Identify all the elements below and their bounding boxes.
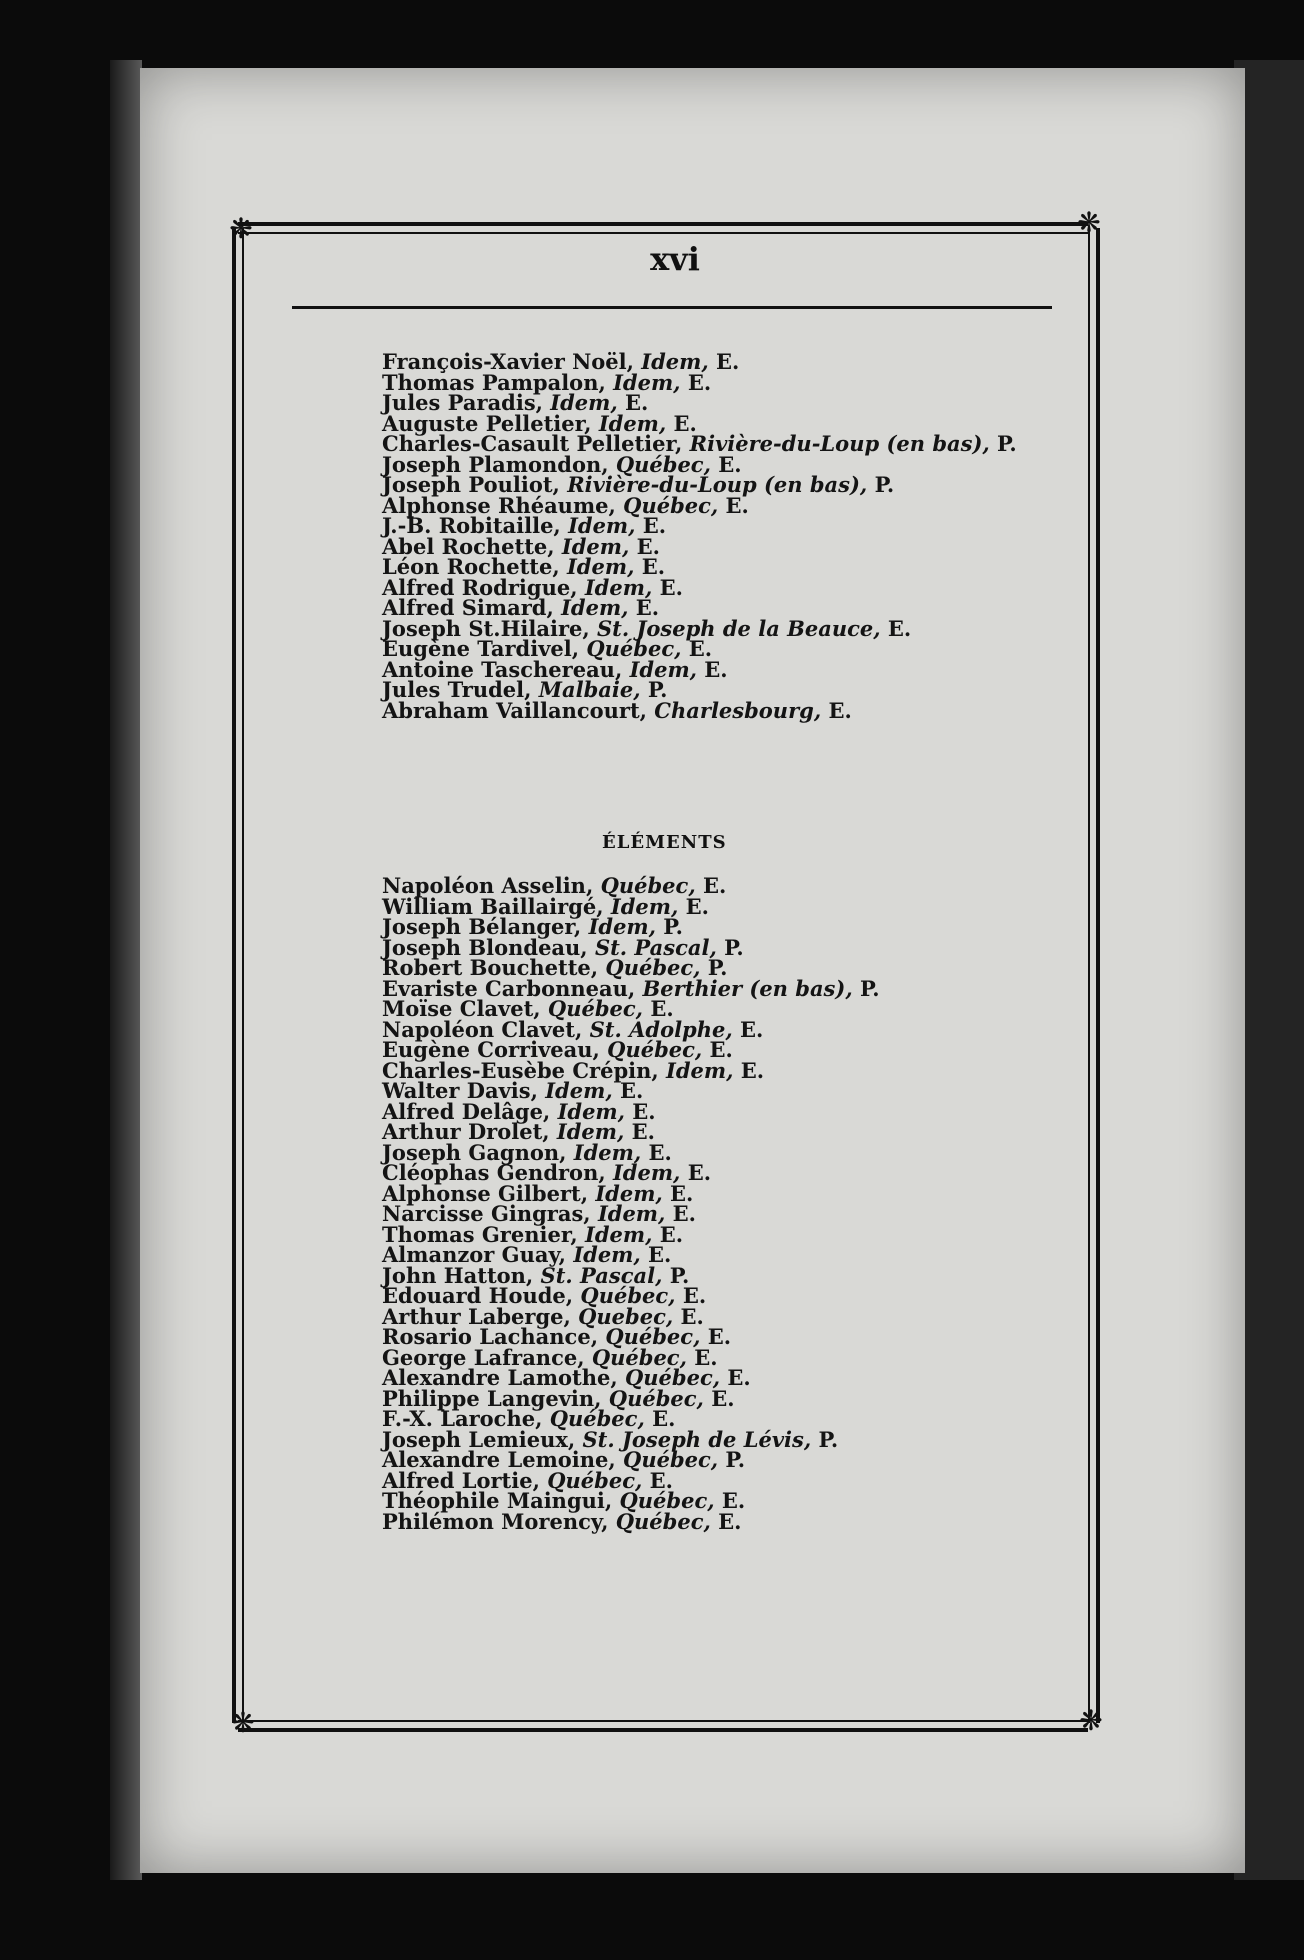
- student-place: Rivière-du-Loup (en bas),: [689, 431, 990, 456]
- student-place: Idem,: [550, 390, 618, 415]
- student-name: John Hatton,: [382, 1262, 534, 1288]
- student-name: J.-B. Robitaille,: [382, 513, 561, 538]
- student-status: P.: [669, 1262, 690, 1288]
- student-name: Moïse Clavet,: [382, 996, 541, 1021]
- student-name: Jules Trudel,: [382, 677, 532, 702]
- page-number: xvi: [650, 240, 700, 278]
- student-name: Abel Rochette,: [382, 533, 555, 559]
- student-status: E.: [659, 574, 683, 600]
- student-place: Idem,: [566, 554, 635, 579]
- student-name: F.-X. Laroche,: [382, 1406, 543, 1431]
- student-status: P.: [818, 1426, 839, 1452]
- student-status: P.: [707, 955, 728, 980]
- student-name: Joseph Bélanger,: [382, 914, 582, 939]
- student-place: Idem,: [573, 1139, 642, 1165]
- student-place: Québec,: [591, 1344, 687, 1370]
- student-place: St. Adolphe,: [589, 1016, 733, 1042]
- student-status: E.: [673, 410, 697, 436]
- student-place: Rivière-du-Loup (en bas),: [567, 472, 868, 497]
- student-name: Léon Rochette,: [382, 554, 560, 579]
- student-name: Joseph Plamondon,: [382, 451, 609, 477]
- student-place: Québec,: [586, 636, 682, 661]
- fleuron-icon: ❋: [229, 212, 253, 245]
- student-status: E.: [702, 873, 727, 898]
- student-status: P.: [859, 975, 880, 1001]
- list-item: [382, 697, 1017, 723]
- section-heading: ÉLÉMENTS: [602, 832, 727, 853]
- student-place: Québec,: [607, 1037, 703, 1062]
- student-name: Philippe Langevin,: [382, 1385, 602, 1411]
- student-name: Cléophas Gendron,: [382, 1160, 606, 1185]
- student-place: Québec,: [605, 955, 701, 980]
- student-status: E.: [704, 656, 728, 682]
- student-status: E.: [711, 1385, 735, 1411]
- student-name: Joseph Pouliot,: [382, 472, 560, 497]
- student-name: Thomas Grenier,: [382, 1221, 578, 1247]
- student-status: E.: [642, 513, 667, 538]
- student-name: Eugène Tardivel,: [382, 636, 580, 661]
- student-name: Joseph Lemieux,: [382, 1426, 576, 1452]
- student-place: Québec,: [580, 1283, 676, 1308]
- student-status: E.: [648, 1242, 672, 1267]
- student-status: P.: [997, 431, 1017, 456]
- student-place: Idem,: [666, 1057, 734, 1083]
- student-place: Idem,: [557, 1098, 625, 1124]
- student-status: E.: [694, 1344, 718, 1370]
- student-place: Idem,: [545, 1078, 613, 1103]
- student-place: Idem,: [584, 574, 653, 600]
- student-place: St. Pascal,: [540, 1262, 663, 1288]
- student-place: Idem,: [561, 533, 630, 559]
- student-name: François-Xavier Noël,: [382, 349, 634, 374]
- student-place: Idem,: [561, 595, 629, 620]
- student-status: E.: [725, 492, 749, 518]
- student-status: E.: [709, 1037, 733, 1062]
- student-status: E.: [685, 893, 709, 919]
- fleuron-icon: ❋: [1079, 1704, 1103, 1737]
- frame-border-left: [232, 228, 244, 1723]
- student-name: Robert Bouchette,: [382, 955, 599, 980]
- student-status: E.: [619, 1078, 644, 1103]
- student-status: E.: [887, 615, 912, 641]
- student-place: Québec,: [615, 1508, 711, 1534]
- student-status: E.: [631, 1119, 655, 1144]
- student-status: E.: [636, 533, 660, 559]
- header-rule: [292, 306, 1052, 309]
- student-place: Québec,: [623, 492, 719, 518]
- student-place: Québec,: [547, 996, 643, 1021]
- student-place: Québec,: [549, 1406, 645, 1431]
- student-place: Idem,: [573, 1242, 641, 1267]
- student-status: E.: [652, 1406, 676, 1431]
- student-status: E.: [672, 1201, 696, 1226]
- student-status: E.: [649, 1467, 673, 1493]
- student-place: Québec,: [600, 873, 696, 898]
- student-status: E.: [727, 1365, 751, 1390]
- fleuron-icon: ❋: [1077, 206, 1101, 239]
- student-list-2: [382, 873, 880, 1534]
- student-place: Idem,: [568, 513, 636, 538]
- frame-border-top: [238, 222, 1088, 234]
- book-gutter: [110, 60, 142, 1880]
- student-name: Alexandre Lemoine,: [382, 1447, 616, 1472]
- student-place: Idem,: [598, 410, 667, 436]
- student-name: Napoléon Clavet,: [382, 1016, 583, 1042]
- student-place: Québec,: [625, 1365, 721, 1390]
- student-place: Québec,: [608, 1385, 704, 1411]
- student-status: P.: [725, 1447, 746, 1472]
- student-status: E.: [687, 369, 712, 395]
- student-name: George Lafrance,: [382, 1344, 585, 1370]
- student-name: Antoine Taschereau,: [382, 656, 623, 682]
- student-status: E.: [740, 1016, 764, 1042]
- student-place: Québec,: [547, 1467, 643, 1493]
- student-place: Idem,: [610, 893, 679, 919]
- student-place: Québec,: [615, 451, 711, 477]
- student-place: Berthier (en bas),: [642, 975, 853, 1001]
- student-name: Napoléon Asselin,: [382, 873, 594, 898]
- frame-border-right: [1088, 228, 1100, 1723]
- student-name: Alfred Simard,: [382, 595, 554, 620]
- student-name: Alphonse Gilbert,: [382, 1180, 589, 1206]
- student-name: Jules Paradis,: [382, 390, 543, 415]
- student-name: Rosario Lachance,: [382, 1324, 599, 1349]
- student-status: E.: [718, 451, 742, 477]
- student-status: P.: [663, 914, 683, 939]
- student-status: E.: [635, 595, 660, 620]
- student-place: Québec,: [619, 1488, 715, 1513]
- student-place: Malbaie,: [538, 677, 641, 702]
- student-status: P.: [874, 472, 895, 497]
- student-status: E.: [828, 697, 852, 723]
- student-status: P.: [724, 934, 744, 960]
- student-status: E.: [721, 1488, 746, 1513]
- student-status: P.: [647, 677, 668, 702]
- student-name: Walter Davis,: [382, 1078, 538, 1103]
- student-name: Charles-Casault Pelletier,: [382, 431, 683, 456]
- student-list-1: [382, 349, 1017, 723]
- student-name: Almanzor Guay,: [382, 1242, 566, 1267]
- student-place: Idem,: [585, 1221, 653, 1247]
- student-status: E.: [680, 1303, 704, 1329]
- student-status: E.: [650, 996, 674, 1021]
- student-name: Arthur Drolet,: [382, 1119, 550, 1144]
- student-place: St. Pascal,: [594, 934, 717, 960]
- student-name: Evariste Carbonneau,: [382, 975, 636, 1001]
- student-place: Québec,: [605, 1324, 701, 1349]
- student-name: Arthur Laberge,: [382, 1303, 571, 1329]
- student-name: Alfred Lortie,: [382, 1467, 540, 1493]
- student-place: Idem,: [597, 1201, 666, 1226]
- frame-border-bottom: [238, 1720, 1088, 1732]
- student-status: E.: [625, 390, 649, 415]
- student-name: Auguste Pelletier,: [382, 410, 592, 436]
- student-name: Joseph Blondeau,: [382, 934, 588, 960]
- student-name: Alphonse Rhéaume,: [382, 492, 616, 518]
- student-name: Alexandre Lamothe,: [382, 1365, 618, 1390]
- student-name: Eugène Corriveau,: [382, 1037, 600, 1062]
- student-status: E.: [632, 1098, 656, 1124]
- student-name: Narcisse Gingras,: [382, 1201, 591, 1226]
- student-place: Idem,: [629, 656, 697, 682]
- list-item: [382, 1508, 880, 1534]
- student-place: Idem,: [588, 914, 656, 939]
- student-status: E.: [641, 554, 666, 579]
- student-place: St. Joseph de Lévis,: [582, 1426, 812, 1452]
- student-name: Charles-Eusèbe Crépin,: [382, 1057, 659, 1083]
- student-place: Idem,: [556, 1119, 625, 1144]
- student-name: Alfred Rodrigue,: [382, 574, 578, 600]
- student-name: Edouard Houde,: [382, 1283, 574, 1308]
- student-place: St. Joseph de la Beauce,: [597, 615, 881, 641]
- student-place: Idem,: [613, 369, 681, 395]
- student-name: Thomas Pampalon,: [382, 369, 606, 395]
- student-place: Idem,: [641, 349, 709, 374]
- student-place: Quebec,: [578, 1303, 674, 1329]
- student-status: E.: [707, 1324, 732, 1349]
- student-status: E.: [682, 1283, 707, 1308]
- student-name: Théophile Maingui,: [382, 1488, 613, 1513]
- student-name: Joseph St.Hilaire,: [382, 615, 590, 641]
- student-place: Idem,: [595, 1180, 663, 1206]
- student-name: William Baillairgé,: [382, 893, 604, 919]
- student-name: Joseph Gagnon,: [382, 1139, 567, 1165]
- student-place: Charlesbourg,: [654, 697, 822, 723]
- student-status: E.: [670, 1180, 694, 1206]
- student-status: E.: [648, 1139, 672, 1165]
- student-name: Philémon Morency,: [382, 1508, 609, 1534]
- student-name: Abraham Vaillancourt,: [382, 697, 647, 723]
- student-status: E.: [715, 349, 740, 374]
- student-status: E.: [659, 1221, 684, 1247]
- fleuron-icon: ❋: [231, 1706, 255, 1739]
- student-status: E.: [687, 1160, 712, 1185]
- student-place: Québec,: [623, 1447, 719, 1472]
- student-name: Alfred Delâge,: [382, 1098, 551, 1124]
- student-place: Idem,: [612, 1160, 681, 1185]
- student-status: E.: [688, 636, 713, 661]
- student-status: E.: [718, 1508, 742, 1534]
- student-status: E.: [740, 1057, 765, 1083]
